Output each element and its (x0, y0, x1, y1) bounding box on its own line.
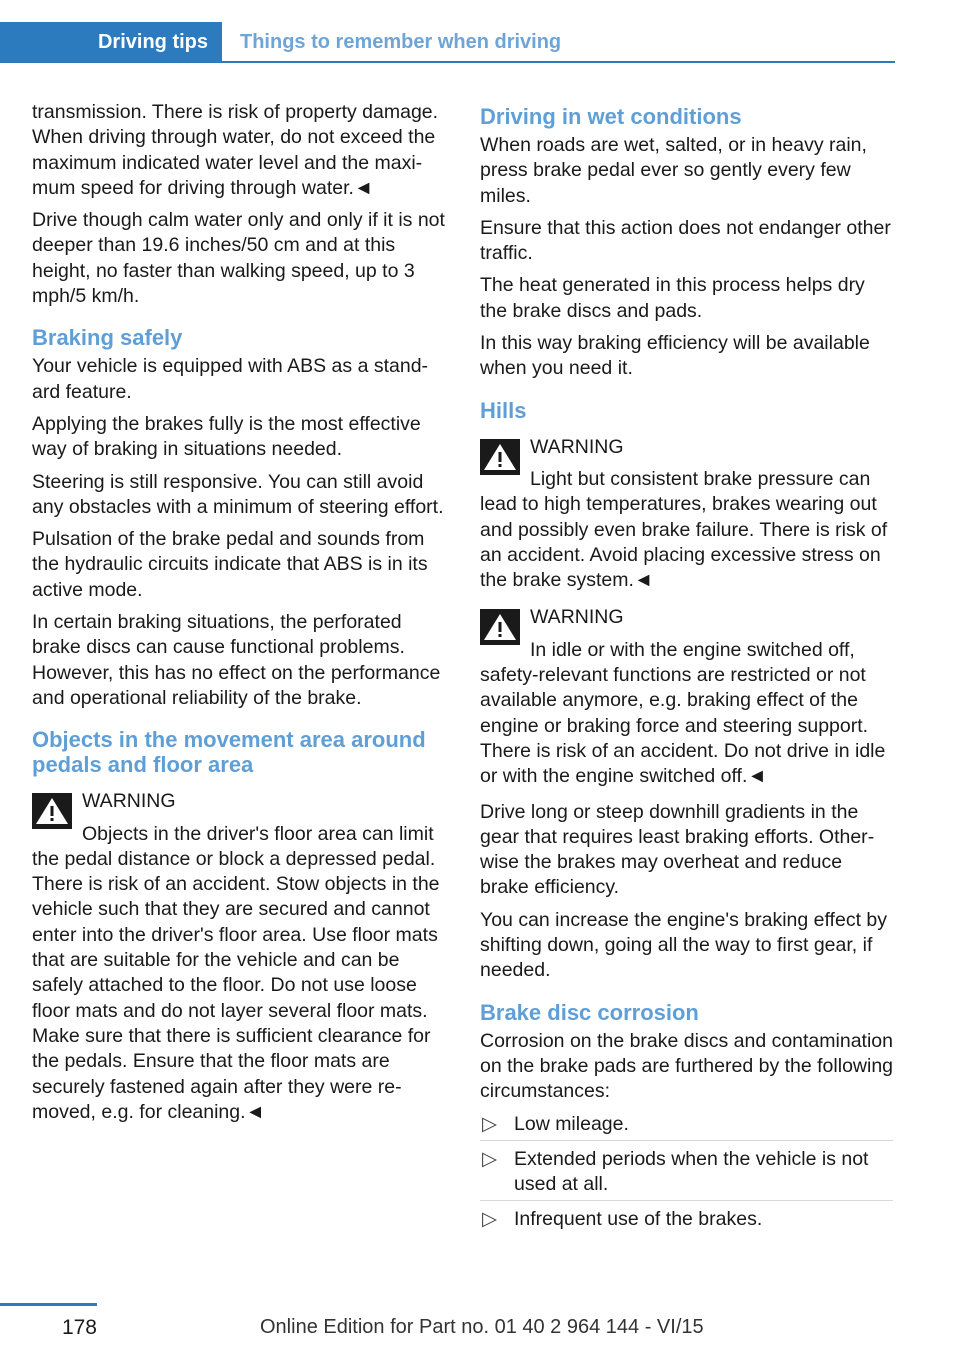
list-item: ▷ Low mileage. (480, 1112, 893, 1141)
paragraph: Ensure that this action does not endanger other traffic. (480, 216, 891, 265)
list-item: ▷ Extended periods when the vehicle is not used at all. (480, 1147, 893, 1202)
paragraph: transmission. There is risk of property damage. When driving through water, do not exceed the maximum indicated water level and the maximum speed for driving through water.◄ (32, 101, 439, 199)
footer-rule (0, 1303, 97, 1306)
section-tab[interactable]: Things to remember when driving (240, 30, 562, 53)
warning-text: In idle or with the engine switched off, safety-relevant functions are restricted or not available anymore, e.g. braking effect of the engine or braking force and steering support. There is risk of an accident. Do not drive in idle or with the engine switched off.◄ (480, 638, 886, 788)
chapter-tab[interactable]: Driving tips (0, 22, 222, 62)
warning-label: WARNING (82, 790, 176, 813)
paragraph: Applying the brakes fully is the most effective way of braking in situations needed. (32, 412, 421, 461)
paragraph: The heat generated in this process helps dry the brake discs and pads. (480, 274, 865, 322)
section-heading-hills: Hills (480, 397, 527, 423)
section-heading-wet: Driving in wet conditions (480, 104, 742, 129)
warning-block (480, 605, 893, 789)
bullet-icon: ▷ (482, 1208, 497, 1231)
paragraph: When roads are wet, salted, or in heavy rain, press brake pedal ever so gently every few miles. (480, 134, 867, 207)
warning-triangle-icon (32, 793, 72, 829)
paragraph: In this way braking efficiency will be available when you need it. (480, 332, 870, 380)
header-rule (0, 61, 895, 63)
paragraph: Corrosion on the brake discs and contamination on the brake pads are furthered by the following circumstances: (480, 1029, 894, 1103)
paragraph: You can increase the engine's braking effect by shifting down, going all the way to first gear, if needed. (480, 908, 888, 982)
bullet-icon: ▷ (482, 1112, 497, 1135)
paragraph: Steering is still responsive. You can still avoid any obstacles with a minimum of steering effort. (32, 470, 444, 518)
warning-label: WARNING (530, 606, 624, 629)
paragraph: Drive long or steep downhill gradients in the gear that requires least braking efforts. Otherwise the brakes may overheat and reduce brake efficiency. (480, 800, 875, 899)
list-item: ▷ Infrequent use of the brakes. (480, 1207, 893, 1235)
warning-triangle-icon (480, 609, 520, 645)
page-number: 178 (61, 1316, 97, 1339)
warning-block (32, 789, 445, 1125)
paragraph: Pulsation of the brake pedal and sounds from the hydraulic circuits indicate that ABS is in its active mode. (32, 528, 428, 601)
warning-text: Light but consistent brake pressure can lead to high temperatures, brakes wearing out and possibly even brake failure. There is risk of an accident. Avoid placing excessive stress on the brake system.◄ (480, 467, 888, 592)
right-column (480, 100, 893, 1242)
warning-block (480, 435, 893, 594)
section-heading-braking: Braking safely (32, 325, 183, 351)
warning-label: WARNING (530, 435, 624, 458)
warning-text: Objects in the driver's floor area can limit the pedal distance or block a depressed pedal. There is risk of an accident. Stow objects in the vehicle such that they are secured and cannot enter into the driver's floor area. Use floor mats that are suitable for the vehicle and can be safely attached to the floor. Do not use loose floor mats and do not layer several floor mats. Make sure that there is sufficient clearance for the pedals. Ensure that the floor mats are securely fastened again after they were removed, e.g. for cleaning.◄ (32, 822, 440, 1123)
paragraph: Your vehicle is equipped with ABS as a standard feature. (32, 355, 429, 403)
left-column (32, 100, 445, 1135)
page-header (0, 22, 895, 62)
bullet-icon: ▷ (482, 1147, 497, 1170)
section-heading-corrosion: Brake disc corrosion (480, 999, 699, 1025)
bullet-list (480, 1112, 893, 1236)
paragraph: Drive though calm water only and only if it is not deeper than 19.6 inches/50 cm and at this height, no faster than walking speed, up to 3 mph/5 km/h. (32, 209, 445, 308)
edition-footer: Online Edition for Part no. 01 40 2 964 144 - VI/15 (260, 1316, 704, 1338)
warning-triangle-icon (480, 439, 520, 475)
paragraph: In certain braking situations, the perforated brake discs can cause functional problems. However, this has no effect on the performance and operational reliability of the brake. (32, 611, 441, 709)
section-heading-objects: Objects in the movement area around pedals and floor area (32, 727, 426, 778)
